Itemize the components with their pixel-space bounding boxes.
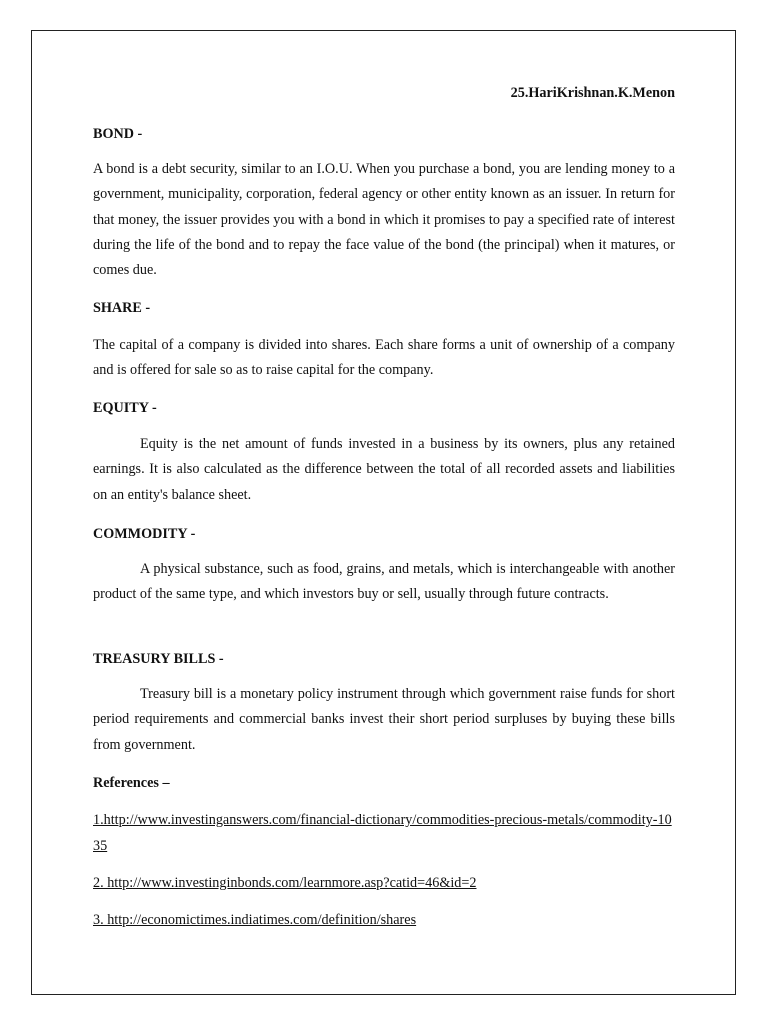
paragraph-equity: Equity is the net amount of funds invested in a business by its owners, plus any retained earnings. It is also calculated as the difference between the total of all recorded assets and liabilities on an entity's balance sheet. xyxy=(93,436,675,503)
paragraph-treasury-bills: Treasury bill is a monetary policy instrument through which government raise funds for short period requirements and commercial banks invest their short period surpluses by buying these bills from government. xyxy=(93,686,675,753)
heading-treasury-bills: TREASURY BILLS - xyxy=(93,651,224,667)
author-name: 25.HariKrishnan.K.Menon xyxy=(510,85,675,101)
paragraph-commodity: A physical substance, such as food, grains, and metals, which is interchangeable with another product of the same type, and which investors buy or sell, usually through future contracts. xyxy=(93,561,675,603)
heading-share: SHARE - xyxy=(93,300,151,316)
reference-link-2[interactable]: 2. http://www.investinginbonds.com/learnmore.asp?catid=46&id=2 xyxy=(93,875,477,891)
heading-equity: EQUITY - xyxy=(93,400,157,416)
heading-bond: BOND - xyxy=(93,126,143,142)
reference-link-1[interactable]: 1.http://www.investinganswers.com/financial-dictionary/commodities-precious-metals/commodity-1035 xyxy=(93,812,672,854)
heading-commodity: COMMODITY - xyxy=(93,526,196,542)
reference-link-3[interactable]: 3. http://economictimes.indiatimes.com/definition/shares xyxy=(93,912,417,928)
heading-references: References – xyxy=(93,775,170,791)
paragraph-share: The capital of a company is divided into shares. Each share forms a unit of ownership of a company and is offered for sale so as to raise capital for the company. xyxy=(93,337,675,379)
paragraph-bond: A bond is a debt security, similar to an I.O.U. When you purchase a bond, you are lending money to a government, municipality, corporation, federal agency or other entity known as an issuer. In return for that money, the issuer provides you with a bond in which it promises to pay a specified rate of interest during the life of the bond and to repay the face value of the bond (the principal) when it matures, or comes due. xyxy=(93,161,675,279)
